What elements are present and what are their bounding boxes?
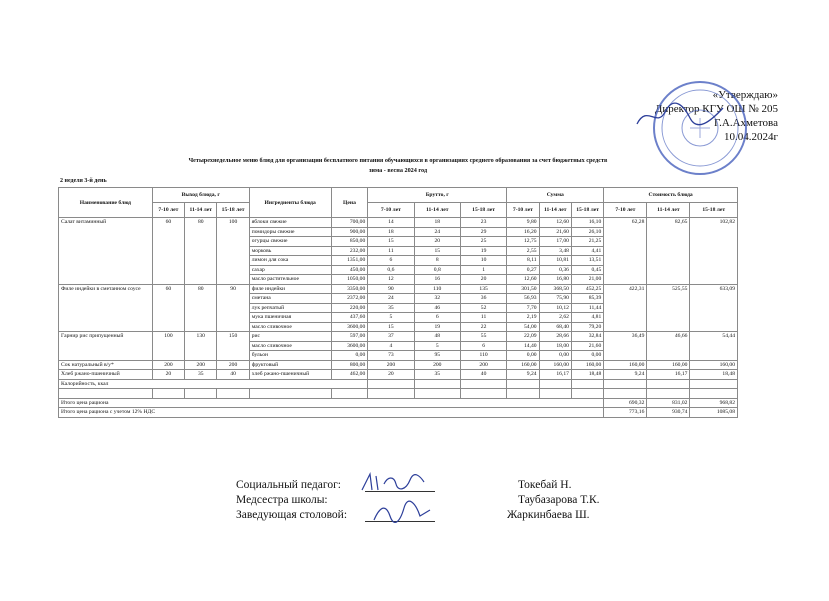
gross-weight: 55 bbox=[460, 332, 506, 342]
age-header: 11-14 лет bbox=[647, 203, 690, 218]
ingredient-sum: 12,60 bbox=[507, 275, 539, 285]
ingredient-name: сметана bbox=[249, 294, 331, 304]
dish-cost: 54,44 bbox=[690, 332, 738, 361]
dish-output: 200 bbox=[152, 360, 184, 370]
gross-weight: 16 bbox=[414, 275, 460, 285]
gross-weight: 200 bbox=[414, 360, 460, 370]
signature-name: Таубазарова Т.К. bbox=[518, 494, 600, 506]
dish-output: 80 bbox=[185, 284, 217, 332]
dish-cost: 9,24 bbox=[604, 370, 647, 380]
gross-weight: 24 bbox=[368, 294, 414, 304]
total-vat-row bbox=[59, 408, 738, 418]
dish-output: 150 bbox=[217, 332, 249, 361]
document-subtitle: зима - весна 2024 год bbox=[368, 167, 428, 174]
gross-weight: 20 bbox=[460, 275, 506, 285]
gross-weight: 11 bbox=[460, 313, 506, 323]
ingredient-sum: 10,12 bbox=[539, 303, 571, 313]
signature-name: Токебай Н. bbox=[518, 479, 572, 491]
age-header: 15-18 лет bbox=[217, 203, 249, 218]
ingredient-sum: 21,25 bbox=[571, 237, 603, 247]
dish-cost: 633,09 bbox=[690, 284, 738, 332]
total-vat-value: 1085,08 bbox=[690, 408, 738, 418]
approval-line: Директор КГУ ОШ № 205 bbox=[654, 103, 778, 115]
ingredient-name: яблоки свежие bbox=[249, 218, 331, 228]
gross-weight: 15 bbox=[414, 246, 460, 256]
gross-weight: 35 bbox=[368, 303, 414, 313]
ingredient-row bbox=[59, 370, 738, 380]
dish-output: 80 bbox=[185, 218, 217, 285]
ingredient-row bbox=[59, 218, 738, 228]
total-label: Итого цена рациона bbox=[59, 398, 604, 408]
director-signature bbox=[635, 100, 725, 130]
ingredient-sum: 79,20 bbox=[571, 322, 603, 332]
ingredient-price: 232,00 bbox=[331, 246, 368, 256]
approval-line: «Утверждаю» bbox=[712, 89, 778, 101]
age-header: 7-10 лет bbox=[152, 203, 184, 218]
ingredient-sum: 0,00 bbox=[571, 351, 603, 361]
gross-weight: 11 bbox=[368, 246, 414, 256]
ingredient-sum: 26,10 bbox=[571, 227, 603, 237]
ingredient-sum: 4,81 bbox=[571, 313, 603, 323]
signature-role: Медсестра школы: bbox=[236, 494, 328, 506]
ingredient-name: морковь bbox=[249, 246, 331, 256]
age-header: 15-18 лет bbox=[690, 203, 738, 218]
ingredient-sum: 16,20 bbox=[507, 227, 539, 237]
dish-cost: 102,82 bbox=[690, 218, 738, 285]
age-header: 11-14 лет bbox=[539, 203, 571, 218]
ingredient-price: 850,00 bbox=[331, 237, 368, 247]
ingredient-name: лук репчатый bbox=[249, 303, 331, 313]
ingredient-price: 220,00 bbox=[331, 303, 368, 313]
gross-weight: 18 bbox=[368, 227, 414, 237]
gross-weight: 19 bbox=[460, 246, 506, 256]
gross-weight: 36 bbox=[460, 294, 506, 304]
dish-output: 20 bbox=[152, 370, 184, 380]
dish-cost: 525,55 bbox=[647, 284, 690, 332]
calories-row bbox=[59, 379, 738, 389]
ingredient-price: 1050,00 bbox=[331, 275, 368, 285]
ingredient-sum: 2,19 bbox=[507, 313, 539, 323]
dish-output: 40 bbox=[217, 370, 249, 380]
gross-weight: 37 bbox=[368, 332, 414, 342]
gross-weight: 10 bbox=[460, 256, 506, 266]
spacer-row bbox=[59, 389, 738, 399]
ingredient-name: сахар bbox=[249, 265, 331, 275]
ingredient-sum: 18,48 bbox=[571, 370, 603, 380]
ingredient-sum: 8,11 bbox=[507, 256, 539, 266]
age-header: 11-14 лет bbox=[185, 203, 217, 218]
menu-table bbox=[58, 187, 738, 418]
menu-body bbox=[59, 218, 738, 380]
gross-weight: 35 bbox=[414, 370, 460, 380]
total-vat-value: 773,16 bbox=[604, 408, 647, 418]
ingredient-row bbox=[59, 332, 738, 342]
ingredient-sum: 0,45 bbox=[571, 265, 603, 275]
gross-weight: 23 bbox=[460, 218, 506, 228]
gross-weight: 6 bbox=[414, 313, 460, 323]
total-vat-value: 930,74 bbox=[647, 408, 690, 418]
gross-weight: 200 bbox=[368, 360, 414, 370]
gross-weight: 20 bbox=[368, 370, 414, 380]
dish-output: 100 bbox=[152, 332, 184, 361]
ingredient-sum: 2,55 bbox=[507, 246, 539, 256]
ingredient-sum: 0,36 bbox=[539, 265, 571, 275]
dish-cost: 62,28 bbox=[604, 218, 647, 285]
ingredient-name: лимон для сока bbox=[249, 256, 331, 266]
dish-output: 200 bbox=[217, 360, 249, 370]
ingredient-sum: 9,24 bbox=[507, 370, 539, 380]
ingredient-sum: 160,00 bbox=[539, 360, 571, 370]
dish-cost: 422,31 bbox=[604, 284, 647, 332]
ingredient-sum: 56,93 bbox=[507, 294, 539, 304]
gross-weight: 32 bbox=[414, 294, 460, 304]
total-row bbox=[59, 398, 738, 408]
ingredient-sum: 75,90 bbox=[539, 294, 571, 304]
gross-weight: 12 bbox=[368, 275, 414, 285]
ingredient-sum: 2,62 bbox=[539, 313, 571, 323]
dish-cost: 160,00 bbox=[604, 360, 647, 370]
dish-cost: 18,48 bbox=[690, 370, 738, 380]
ingredient-price: 597,00 bbox=[331, 332, 368, 342]
week-label: 2 неделя 3-й день bbox=[60, 178, 107, 184]
ingredient-sum: 9,80 bbox=[507, 218, 539, 228]
signature-role: Социальный педагог: bbox=[236, 479, 341, 491]
dish-output: 100 bbox=[217, 218, 249, 285]
canteen-head-signature bbox=[372, 500, 432, 524]
gross-weight: 110 bbox=[414, 284, 460, 294]
dish-cost: 36,49 bbox=[604, 332, 647, 361]
ingredient-name: хлеб ржано-пшеничный bbox=[249, 370, 331, 380]
ingredient-name: филе индейки bbox=[249, 284, 331, 294]
gross-weight: 18 bbox=[414, 218, 460, 228]
ingredient-sum: 7,70 bbox=[507, 303, 539, 313]
ingredient-price: 3350,00 bbox=[331, 284, 368, 294]
ingredient-price: 450,00 bbox=[331, 265, 368, 275]
dish-output: 60 bbox=[152, 218, 184, 285]
ingredient-sum: 68,40 bbox=[539, 322, 571, 332]
ingredient-sum: 0,00 bbox=[507, 351, 539, 361]
ingredient-sum: 0,00 bbox=[539, 351, 571, 361]
ingredient-price: 2372,00 bbox=[331, 294, 368, 304]
ingredient-price: 0,00 bbox=[331, 351, 368, 361]
gross-weight: 20 bbox=[414, 237, 460, 247]
ingredient-sum: 17,00 bbox=[539, 237, 571, 247]
ingredient-sum: 21,60 bbox=[571, 341, 603, 351]
ingredient-sum: 0,27 bbox=[507, 265, 539, 275]
gross-weight: 46 bbox=[414, 303, 460, 313]
ingredient-sum: 14,40 bbox=[507, 341, 539, 351]
age-header: 15-18 лет bbox=[571, 203, 603, 218]
ingredient-sum: 16,80 bbox=[539, 275, 571, 285]
dish-cost: 160,00 bbox=[690, 360, 738, 370]
header-cost: Стоимость блюда bbox=[604, 188, 738, 203]
total-value: 831,02 bbox=[647, 398, 690, 408]
ingredient-name: фруктовый bbox=[249, 360, 331, 370]
dish-name: Филе индейки в сметанном соусе bbox=[59, 284, 153, 332]
gross-weight: 0,6 bbox=[368, 265, 414, 275]
gross-weight: 73 bbox=[368, 351, 414, 361]
gross-weight: 15 bbox=[368, 237, 414, 247]
header-dish: Наименование блюд bbox=[59, 188, 153, 218]
ingredient-price: 462,00 bbox=[331, 370, 368, 380]
header-ingredients: Ингредиенты блюда bbox=[249, 188, 331, 218]
ingredient-name: рис bbox=[249, 332, 331, 342]
approval-line: Г.А.Ахметова bbox=[714, 117, 778, 129]
gross-weight: 90 bbox=[368, 284, 414, 294]
ingredient-sum: 16,10 bbox=[571, 218, 603, 228]
age-header: 7-10 лет bbox=[604, 203, 647, 218]
dish-cost: 82,65 bbox=[647, 218, 690, 285]
gross-weight: 8 bbox=[414, 256, 460, 266]
ingredient-row bbox=[59, 284, 738, 294]
total-vat-label: Итого цена рациона с учетом 12% НДС bbox=[59, 408, 604, 418]
gross-weight: 19 bbox=[414, 322, 460, 332]
gross-weight: 1 bbox=[460, 265, 506, 275]
gross-weight: 200 bbox=[460, 360, 506, 370]
ingredient-price: 3600,00 bbox=[331, 341, 368, 351]
dish-name: Салат витаминный bbox=[59, 218, 153, 285]
dish-name: Хлеб ржано-пшеничный bbox=[59, 370, 153, 380]
ingredient-price: 1351,00 bbox=[331, 256, 368, 266]
gross-weight: 24 bbox=[414, 227, 460, 237]
dish-cost: 46,66 bbox=[647, 332, 690, 361]
ingredient-name: масло сливочное bbox=[249, 341, 331, 351]
gross-weight: 52 bbox=[460, 303, 506, 313]
ingredient-sum: 28,66 bbox=[539, 332, 571, 342]
gross-weight: 29 bbox=[460, 227, 506, 237]
gross-weight: 15 bbox=[368, 322, 414, 332]
ingredient-sum: 32,84 bbox=[571, 332, 603, 342]
ingredient-sum: 18,00 bbox=[539, 341, 571, 351]
signature-role: Заведующая столовой: bbox=[236, 509, 348, 521]
ingredient-sum: 301,50 bbox=[507, 284, 539, 294]
ingredient-sum: 16,17 bbox=[539, 370, 571, 380]
calories-label: Калорийность, ккал bbox=[59, 379, 368, 389]
ingredient-sum: 3,48 bbox=[539, 246, 571, 256]
ingredient-sum: 13,51 bbox=[571, 256, 603, 266]
gross-weight: 25 bbox=[460, 237, 506, 247]
dish-output: 90 bbox=[217, 284, 249, 332]
ingredient-sum: 160,00 bbox=[507, 360, 539, 370]
gross-weight: 95 bbox=[414, 351, 460, 361]
gross-weight: 110 bbox=[460, 351, 506, 361]
gross-weight: 135 bbox=[460, 284, 506, 294]
dish-cost: 16,17 bbox=[647, 370, 690, 380]
ingredient-name: бульон bbox=[249, 351, 331, 361]
header-output: Выход блюда, г bbox=[152, 188, 249, 203]
gross-weight: 22 bbox=[460, 322, 506, 332]
gross-weight: 5 bbox=[414, 341, 460, 351]
gross-weight: 5 bbox=[368, 313, 414, 323]
gross-weight: 6 bbox=[368, 256, 414, 266]
ingredient-price: 800,00 bbox=[331, 360, 368, 370]
ingredient-name: мука пшеничная bbox=[249, 313, 331, 323]
ingredient-sum: 54,00 bbox=[507, 322, 539, 332]
dish-output: 200 bbox=[185, 360, 217, 370]
age-header: 11-14 лет bbox=[414, 203, 460, 218]
social-teacher-signature bbox=[358, 470, 428, 494]
ingredient-row bbox=[59, 360, 738, 370]
ingredient-name: масло сливочное bbox=[249, 322, 331, 332]
ingredient-name: помидоры свежие bbox=[249, 227, 331, 237]
ingredient-sum: 22,09 bbox=[507, 332, 539, 342]
gross-weight: 14 bbox=[368, 218, 414, 228]
ingredient-sum: 4,41 bbox=[571, 246, 603, 256]
header-sum: Сумма bbox=[507, 188, 604, 203]
gross-weight: 48 bbox=[414, 332, 460, 342]
ingredient-price: 3600,00 bbox=[331, 322, 368, 332]
document-title: Четырехнедельное меню блюд для организации бесплатного питания обучающихся в организациях среднего образования за счет бюджетных средств bbox=[188, 157, 608, 164]
total-value: 690,32 bbox=[604, 398, 647, 408]
dish-name: Гарнир рис припущенный bbox=[59, 332, 153, 361]
header-price: Цена bbox=[331, 188, 368, 218]
dish-output: 130 bbox=[185, 332, 217, 361]
ingredient-sum: 10,81 bbox=[539, 256, 571, 266]
ingredient-price: 437,60 bbox=[331, 313, 368, 323]
dish-output: 35 bbox=[185, 370, 217, 380]
ingredient-price: 700,00 bbox=[331, 218, 368, 228]
ingredient-name: огурцы свежие bbox=[249, 237, 331, 247]
gross-weight: 0,8 bbox=[414, 265, 460, 275]
header-gross: Брутто, г bbox=[368, 188, 507, 203]
approval-line: 10.04.2024г bbox=[723, 131, 778, 143]
ingredient-price: 900,00 bbox=[331, 227, 368, 237]
ingredient-sum: 12,75 bbox=[507, 237, 539, 247]
age-header: 7-10 лет bbox=[368, 203, 414, 218]
gross-weight: 4 bbox=[368, 341, 414, 351]
gross-weight: 40 bbox=[460, 370, 506, 380]
ingredient-sum: 160,00 bbox=[571, 360, 603, 370]
total-value: 968,82 bbox=[690, 398, 738, 408]
signature-name: Жаркинбаева Ш. bbox=[507, 509, 590, 521]
gross-weight: 6 bbox=[460, 341, 506, 351]
ingredient-sum: 85,39 bbox=[571, 294, 603, 304]
age-header: 7-10 лет bbox=[507, 203, 539, 218]
ingredient-sum: 368,50 bbox=[539, 284, 571, 294]
dish-name: Сок натуральный в/у* bbox=[59, 360, 153, 370]
ingredient-name: масло растительное bbox=[249, 275, 331, 285]
menu-sheet bbox=[58, 156, 738, 418]
ingredient-sum: 21,60 bbox=[539, 227, 571, 237]
ingredient-sum: 12,60 bbox=[539, 218, 571, 228]
ingredient-sum: 452,25 bbox=[571, 284, 603, 294]
age-header: 15-18 лет bbox=[460, 203, 506, 218]
ingredient-sum: 21,00 bbox=[571, 275, 603, 285]
dish-cost: 160,00 bbox=[647, 360, 690, 370]
ingredient-sum: 11,44 bbox=[571, 303, 603, 313]
dish-output: 60 bbox=[152, 284, 184, 332]
